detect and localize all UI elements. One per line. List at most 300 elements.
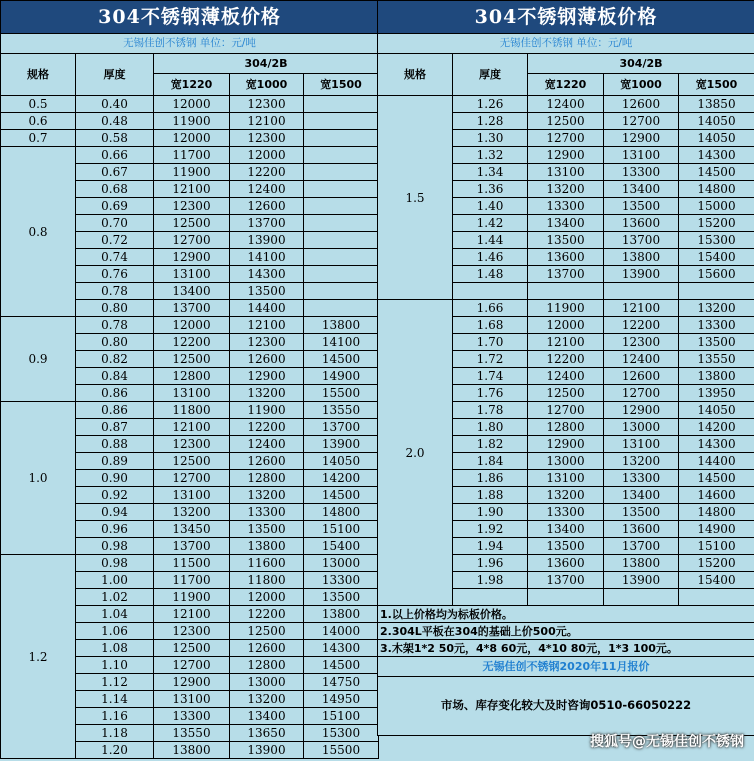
price-1000-cell: 11800 <box>230 572 304 589</box>
thickness-cell: 1.18 <box>76 725 154 742</box>
header-width-1220: 宽1220 <box>154 74 230 96</box>
price-1220-cell: 12700 <box>154 232 230 249</box>
header-width-1000: 宽1000 <box>604 74 679 96</box>
price-1500-cell <box>304 113 379 130</box>
price-1500-cell: 14800 <box>679 181 754 198</box>
price-1500-cell: 14200 <box>304 470 379 487</box>
price-1500-cell <box>304 249 379 266</box>
price-1500-cell: 13000 <box>304 555 379 572</box>
price-1220-cell: 11700 <box>154 147 230 164</box>
price-1000-cell: 12400 <box>230 436 304 453</box>
thickness-cell: 1.02 <box>76 589 154 606</box>
price-1500-cell: 15500 <box>304 385 379 402</box>
price-1000-cell: 12600 <box>604 368 679 385</box>
price-1220-cell: 12100 <box>528 334 604 351</box>
price-1000-cell: 12900 <box>604 130 679 147</box>
price-1500-cell <box>304 130 379 147</box>
spec-cell: 0.6 <box>1 113 76 130</box>
price-1000-cell: 12200 <box>230 164 304 181</box>
price-1500-cell: 14000 <box>304 623 379 640</box>
price-1500-cell <box>679 589 754 606</box>
price-1500-cell: 13800 <box>679 368 754 385</box>
thickness-cell: 1.92 <box>453 521 528 538</box>
price-1220-cell: 12500 <box>154 640 230 657</box>
price-1500-cell <box>304 147 379 164</box>
price-1500-cell: 14800 <box>304 504 379 521</box>
price-1500-cell: 14500 <box>304 657 379 674</box>
thickness-cell: 1.20 <box>76 742 154 759</box>
price-1220-cell: 13400 <box>528 215 604 232</box>
price-1000-cell: 14400 <box>230 300 304 317</box>
header-spec: 规格 <box>1 54 76 96</box>
price-1000-cell: 11600 <box>230 555 304 572</box>
price-1000-cell: 13100 <box>604 147 679 164</box>
price-1000-cell: 13600 <box>604 215 679 232</box>
price-1000-cell: 13500 <box>230 521 304 538</box>
price-1500-cell: 14950 <box>304 691 379 708</box>
thickness-cell: 1.96 <box>453 555 528 572</box>
thickness-cell: 1.04 <box>76 606 154 623</box>
price-1220-cell: 13300 <box>528 198 604 215</box>
price-1000-cell: 12600 <box>604 96 679 113</box>
price-1220-cell: 12500 <box>154 351 230 368</box>
price-1500-cell: 14500 <box>304 487 379 504</box>
price-1000-cell: 13900 <box>604 572 679 589</box>
price-1000-cell: 12600 <box>230 198 304 215</box>
spec-cell: 0.8 <box>1 147 76 317</box>
price-1500-cell: 13550 <box>304 402 379 419</box>
price-1500-cell <box>304 266 379 283</box>
price-1220-cell: 11900 <box>154 113 230 130</box>
thickness-cell: 0.94 <box>76 504 154 521</box>
header-thickness: 厚度 <box>453 54 528 96</box>
price-1220-cell: 13700 <box>154 300 230 317</box>
price-1220-cell: 12300 <box>154 623 230 640</box>
thickness-cell: 0.40 <box>76 96 154 113</box>
price-1500-cell <box>304 300 379 317</box>
price-1500-cell: 14050 <box>679 402 754 419</box>
price-1220-cell: 13100 <box>528 470 604 487</box>
price-1000-cell: 13700 <box>604 538 679 555</box>
price-1000-cell: 13300 <box>604 470 679 487</box>
price-1000-cell: 13400 <box>604 487 679 504</box>
header-thickness: 厚度 <box>76 54 154 96</box>
price-1500-cell: 15600 <box>679 266 754 283</box>
price-1220-cell: 12500 <box>154 215 230 232</box>
table-title: 304不锈钢薄板价格 <box>1 1 379 34</box>
price-1500-cell: 15100 <box>304 708 379 725</box>
price-1500-cell: 14900 <box>679 521 754 538</box>
thickness-cell: 0.67 <box>76 164 154 181</box>
price-1220-cell: 12800 <box>154 368 230 385</box>
price-1220-cell: 12100 <box>154 419 230 436</box>
table-row <box>1 96 379 113</box>
price-1500-cell: 14600 <box>679 487 754 504</box>
price-1000-cell: 12100 <box>230 113 304 130</box>
price-1000-cell: 12900 <box>604 402 679 419</box>
price-1220-cell: 12900 <box>154 249 230 266</box>
price-1500-cell: 15100 <box>304 521 379 538</box>
price-1000-cell: 12100 <box>230 317 304 334</box>
thickness-cell: 1.30 <box>453 130 528 147</box>
thickness-cell: 1.26 <box>453 96 528 113</box>
price-1220-cell: 11500 <box>154 555 230 572</box>
price-1500-cell: 14300 <box>679 436 754 453</box>
price-1000-cell: 12300 <box>604 334 679 351</box>
price-1500-cell <box>304 198 379 215</box>
price-1000-cell: 12000 <box>230 147 304 164</box>
thickness-cell: 1.10 <box>76 657 154 674</box>
price-1500-cell: 13850 <box>679 96 754 113</box>
price-1500-cell: 14500 <box>679 164 754 181</box>
thickness-cell: 0.84 <box>76 368 154 385</box>
price-1000-cell: 13200 <box>604 453 679 470</box>
quote-date-line: 无锡佳创不锈钢2020年11月报价 <box>378 657 754 677</box>
thickness-cell: 1.82 <box>453 436 528 453</box>
price-1500-cell: 15500 <box>304 742 379 759</box>
price-1000-cell: 13500 <box>604 198 679 215</box>
thickness-cell: 1.00 <box>76 572 154 589</box>
thickness-cell: 0.66 <box>76 147 154 164</box>
price-1220-cell: 12500 <box>528 385 604 402</box>
price-1500-cell: 13300 <box>304 572 379 589</box>
price-1500-cell: 15100 <box>679 538 754 555</box>
price-1220-cell: 13100 <box>154 487 230 504</box>
thickness-cell: 1.78 <box>453 402 528 419</box>
thickness-cell: 1.66 <box>453 300 528 317</box>
table-row <box>1 130 379 147</box>
price-1500-cell <box>304 164 379 181</box>
thickness-cell: 0.80 <box>76 334 154 351</box>
price-1000-cell: 12800 <box>230 470 304 487</box>
header-width-1500: 宽1500 <box>304 74 379 96</box>
thickness-cell: 1.88 <box>453 487 528 504</box>
price-1000-cell: 12500 <box>230 623 304 640</box>
price-1220-cell: 13300 <box>154 708 230 725</box>
thickness-cell: 0.87 <box>76 419 154 436</box>
table-row <box>1 402 379 419</box>
price-1000-cell: 13400 <box>230 708 304 725</box>
price-1220-cell: 12000 <box>154 96 230 113</box>
price-1220-cell: 13500 <box>528 232 604 249</box>
price-1500-cell: 13800 <box>304 317 379 334</box>
price-1500-cell: 14200 <box>679 419 754 436</box>
thickness-cell: 1.34 <box>453 164 528 181</box>
thickness-cell: 1.72 <box>453 351 528 368</box>
spec-cell: 1.0 <box>1 402 76 555</box>
price-1220-cell: 12700 <box>154 470 230 487</box>
contact-line: 市场、库存变化较大及时咨询0510-66050222 <box>378 677 754 736</box>
thickness-cell: 0.78 <box>76 317 154 334</box>
price-1000-cell: 12200 <box>230 419 304 436</box>
price-1500-cell: 13800 <box>304 606 379 623</box>
price-1000-cell: 13300 <box>230 504 304 521</box>
note-row <box>378 640 754 657</box>
table-row <box>1 147 379 164</box>
price-1000-cell: 13100 <box>604 436 679 453</box>
price-1000-cell: 12200 <box>230 606 304 623</box>
thickness-cell: 0.86 <box>76 385 154 402</box>
price-1000-cell <box>604 283 679 300</box>
price-1000-cell: 11900 <box>230 402 304 419</box>
price-1000-cell: 13600 <box>604 521 679 538</box>
price-1000-cell: 12000 <box>230 589 304 606</box>
price-1000-cell <box>604 589 679 606</box>
price-1000-cell: 13200 <box>230 385 304 402</box>
price-1500-cell <box>304 283 379 300</box>
thickness-cell: 1.84 <box>453 453 528 470</box>
price-1500-cell <box>304 181 379 198</box>
table-row <box>1 317 379 334</box>
price-1500-cell <box>679 283 754 300</box>
thickness-cell: 1.70 <box>453 334 528 351</box>
thickness-cell: 1.44 <box>453 232 528 249</box>
price-1500-cell: 14750 <box>304 674 379 691</box>
price-1220-cell: 13300 <box>528 504 604 521</box>
price-1500-cell: 13500 <box>304 589 379 606</box>
price-1220-cell: 13100 <box>154 691 230 708</box>
price-1220-cell: 12900 <box>154 674 230 691</box>
thickness-cell: 0.89 <box>76 453 154 470</box>
price-1500-cell: 14050 <box>679 130 754 147</box>
header-width-1500: 宽1500 <box>679 74 754 96</box>
price-1220-cell: 13500 <box>528 538 604 555</box>
price-1220-cell: 13200 <box>528 181 604 198</box>
price-1220-cell: 12000 <box>154 130 230 147</box>
price-1000-cell: 13800 <box>604 249 679 266</box>
price-1220-cell: 13700 <box>528 572 604 589</box>
thickness-cell: 1.86 <box>453 470 528 487</box>
subtitle-row <box>1 34 379 54</box>
header-width-1220: 宽1220 <box>528 74 604 96</box>
price-1500-cell: 13900 <box>304 436 379 453</box>
thickness-cell: 0.78 <box>76 283 154 300</box>
price-1000-cell: 13800 <box>230 538 304 555</box>
spec-cell: 0.7 <box>1 130 76 147</box>
price-1500-cell: 13950 <box>679 385 754 402</box>
thickness-cell <box>453 589 528 606</box>
price-1500-cell: 14900 <box>304 368 379 385</box>
thickness-cell: 1.28 <box>453 113 528 130</box>
thickness-cell: 0.58 <box>76 130 154 147</box>
watermark-text: 搜狐号@无锡佳创不锈钢 <box>590 734 744 750</box>
price-1220-cell: 11900 <box>154 589 230 606</box>
price-1220-cell: 12100 <box>154 181 230 198</box>
price-1000-cell: 12300 <box>230 130 304 147</box>
price-1500-cell: 15400 <box>679 572 754 589</box>
price-1500-cell: 14800 <box>679 504 754 521</box>
header-grade: 304/2B <box>154 54 379 74</box>
price-1000-cell: 14300 <box>230 266 304 283</box>
header-row <box>378 54 754 74</box>
thickness-cell: 0.98 <box>76 538 154 555</box>
thickness-cell: 1.98 <box>453 572 528 589</box>
thickness-cell: 0.92 <box>76 487 154 504</box>
price-1000-cell: 13200 <box>230 487 304 504</box>
thickness-cell: 0.96 <box>76 521 154 538</box>
price-1220-cell: 11900 <box>528 300 604 317</box>
price-1220-cell: 12500 <box>528 113 604 130</box>
thickness-cell: 0.68 <box>76 181 154 198</box>
price-1000-cell: 12700 <box>604 113 679 130</box>
spec-cell: 2.0 <box>378 300 453 606</box>
thickness-cell: 1.48 <box>453 266 528 283</box>
price-1000-cell: 13500 <box>230 283 304 300</box>
price-1220-cell: 12400 <box>528 368 604 385</box>
thickness-cell: 0.86 <box>76 402 154 419</box>
price-1000-cell: 13000 <box>230 674 304 691</box>
price-1500-cell: 13300 <box>679 317 754 334</box>
price-1220-cell: 13200 <box>154 504 230 521</box>
note-row <box>378 623 754 640</box>
thickness-cell: 0.82 <box>76 351 154 368</box>
price-1000-cell: 13700 <box>230 215 304 232</box>
price-1500-cell: 15400 <box>679 249 754 266</box>
price-1500-cell: 15200 <box>679 555 754 572</box>
price-1500-cell: 15300 <box>304 725 379 742</box>
price-1500-cell: 13700 <box>304 419 379 436</box>
thickness-cell: 1.94 <box>453 538 528 555</box>
price-1220-cell: 11900 <box>154 164 230 181</box>
note-line: 2.304L平板在304的基础上价500元。 <box>378 623 754 640</box>
thickness-cell: 1.12 <box>76 674 154 691</box>
header-row <box>1 54 379 74</box>
thickness-cell: 1.16 <box>76 708 154 725</box>
thickness-cell: 1.14 <box>76 691 154 708</box>
price-1000-cell: 12600 <box>230 453 304 470</box>
price-1500-cell <box>304 215 379 232</box>
price-1500-cell: 14300 <box>679 147 754 164</box>
price-1000-cell: 13900 <box>230 232 304 249</box>
thickness-cell: 1.06 <box>76 623 154 640</box>
price-1220-cell: 12300 <box>154 436 230 453</box>
thickness-cell: 0.74 <box>76 249 154 266</box>
thickness-cell: 1.40 <box>453 198 528 215</box>
thickness-cell: 0.90 <box>76 470 154 487</box>
price-1000-cell: 13400 <box>604 181 679 198</box>
thickness-cell: 1.90 <box>453 504 528 521</box>
price-1220-cell: 12700 <box>528 130 604 147</box>
price-1220-cell: 13200 <box>528 487 604 504</box>
price-1000-cell: 13650 <box>230 725 304 742</box>
price-1220-cell: 13800 <box>154 742 230 759</box>
thickness-cell: 0.69 <box>76 198 154 215</box>
price-1000-cell: 12300 <box>230 96 304 113</box>
price-1000-cell: 13000 <box>604 419 679 436</box>
thickness-cell: 1.76 <box>453 385 528 402</box>
price-1220-cell: 13600 <box>528 249 604 266</box>
note-row <box>378 606 754 623</box>
price-1000-cell: 12600 <box>230 640 304 657</box>
price-1220-cell: 12400 <box>528 96 604 113</box>
thickness-cell: 0.48 <box>76 113 154 130</box>
price-1500-cell: 15300 <box>679 232 754 249</box>
price-1220-cell: 12900 <box>528 147 604 164</box>
thickness-cell: 1.46 <box>453 249 528 266</box>
footer-row <box>378 677 754 736</box>
company-unit-line: 无锡佳创不锈钢 单位：元/吨 <box>378 34 754 54</box>
thickness-cell: 0.76 <box>76 266 154 283</box>
thickness-cell: 1.08 <box>76 640 154 657</box>
price-1000-cell: 13700 <box>604 232 679 249</box>
price-1500-cell: 15200 <box>679 215 754 232</box>
price-1500-cell: 13550 <box>679 351 754 368</box>
thickness-cell: 0.72 <box>76 232 154 249</box>
table-row <box>378 300 754 317</box>
price-1500-cell: 13200 <box>679 300 754 317</box>
price-1220-cell: 13100 <box>154 266 230 283</box>
thickness-cell: 0.80 <box>76 300 154 317</box>
price-1500-cell <box>304 96 379 113</box>
price-1220-cell: 12900 <box>528 436 604 453</box>
price-1220-cell: 13400 <box>528 521 604 538</box>
price-1220-cell: 12300 <box>154 198 230 215</box>
price-1220-cell: 13400 <box>154 283 230 300</box>
price-1220-cell: 12800 <box>528 419 604 436</box>
spec-cell: 1.5 <box>378 96 453 300</box>
price-1000-cell: 12100 <box>604 300 679 317</box>
price-1220-cell: 13100 <box>154 385 230 402</box>
thickness-cell: 1.42 <box>453 215 528 232</box>
subtitle-row <box>378 34 754 54</box>
price-1000-cell: 13500 <box>604 504 679 521</box>
price-1220-cell: 12700 <box>528 402 604 419</box>
price-1500-cell: 14050 <box>679 113 754 130</box>
table-row <box>378 96 754 113</box>
price-table-right <box>377 0 754 736</box>
price-1220-cell <box>528 589 604 606</box>
thickness-cell <box>453 283 528 300</box>
price-1220-cell: 13700 <box>154 538 230 555</box>
price-1500-cell: 14100 <box>304 334 379 351</box>
price-1220-cell: 12200 <box>528 351 604 368</box>
price-1500-cell: 14400 <box>679 453 754 470</box>
header-width-1000: 宽1000 <box>230 74 304 96</box>
price-1000-cell: 12800 <box>230 657 304 674</box>
price-1220-cell: 13100 <box>528 164 604 181</box>
price-1000-cell: 12900 <box>230 368 304 385</box>
price-1000-cell: 13200 <box>230 691 304 708</box>
price-1500-cell <box>304 232 379 249</box>
price-1220-cell: 12200 <box>154 334 230 351</box>
price-1220-cell: 13000 <box>528 453 604 470</box>
price-1000-cell: 14100 <box>230 249 304 266</box>
thickness-cell: 1.68 <box>453 317 528 334</box>
price-1500-cell: 14500 <box>679 470 754 487</box>
thickness-cell: 1.74 <box>453 368 528 385</box>
spec-cell: 0.5 <box>1 96 76 113</box>
note-line: 3.木架1*2 50元，4*8 60元，4*10 80元，1*3 100元。 <box>378 640 754 657</box>
price-1000-cell: 13900 <box>230 742 304 759</box>
thickness-cell: 1.32 <box>453 147 528 164</box>
table-row <box>1 555 379 572</box>
footer-row <box>378 657 754 677</box>
price-1220-cell: 12100 <box>154 606 230 623</box>
price-1500-cell: 13500 <box>679 334 754 351</box>
price-1000-cell: 12400 <box>230 181 304 198</box>
header-spec: 规格 <box>378 54 453 96</box>
price-1000-cell: 12700 <box>604 385 679 402</box>
price-1000-cell: 13300 <box>604 164 679 181</box>
price-1000-cell: 13800 <box>604 555 679 572</box>
thickness-cell: 0.98 <box>76 555 154 572</box>
price-1500-cell: 15400 <box>304 538 379 555</box>
price-1500-cell: 14500 <box>304 351 379 368</box>
price-1500-cell: 15000 <box>679 198 754 215</box>
title-row <box>1 1 379 34</box>
price-1000-cell: 12200 <box>604 317 679 334</box>
company-unit-line: 无锡佳创不锈钢 单位：元/吨 <box>1 34 379 54</box>
